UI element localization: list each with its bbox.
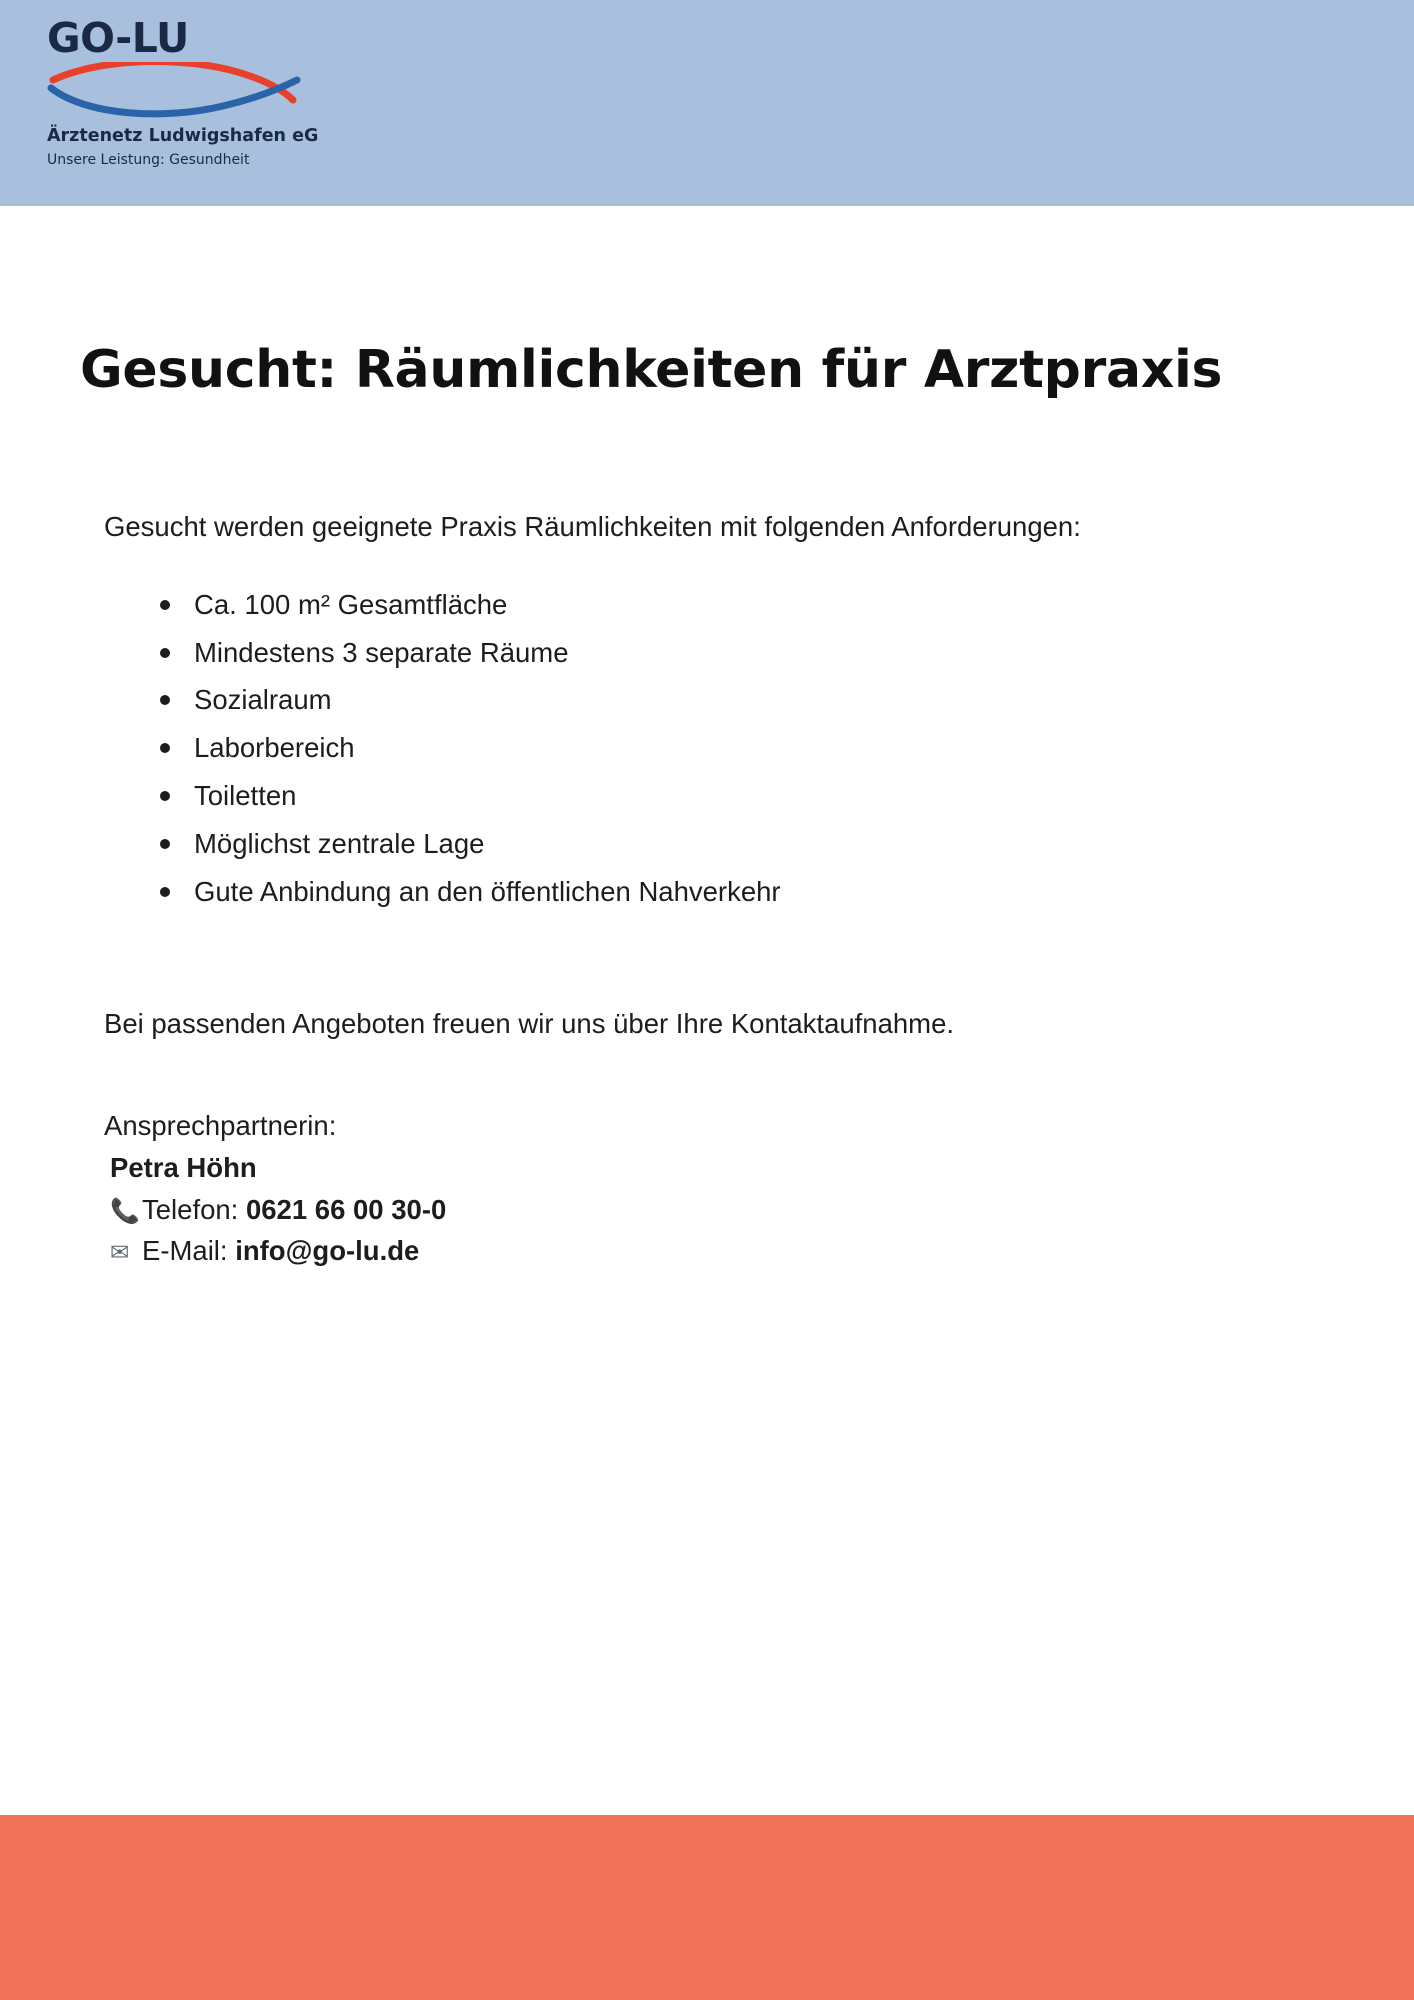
contact-phone-value[interactable]: 0621 66 00 30-0 [245, 1193, 447, 1225]
list-item: Möglichst zentrale Lage [152, 825, 1264, 863]
logo [45, 14, 325, 178]
contact-block [104, 1045, 1264, 1272]
footer-band [0, 1815, 1414, 2000]
document-body [0, 401, 1264, 1272]
contact-email-value[interactable]: info@go-lu.de [235, 1235, 420, 1267]
contact-name: Petra Höhn [110, 1151, 257, 1183]
header-band [0, 0, 1414, 206]
logo-swoosh-graphic [45, 62, 313, 118]
logo-title: GO-LU [47, 14, 189, 62]
telephone-icon: 📞 [110, 1197, 140, 1225]
list-item: Gute Anbindung an den öffentlichen Nahverkehr [152, 873, 1264, 911]
page-title: Gesucht: Räumlichkeiten für Arztpraxis [80, 340, 1223, 400]
list-item: Mindestens 3 separate Räume [152, 634, 1264, 672]
list-item: Toiletten [152, 777, 1264, 815]
logo-subtitle-secondary: Unsere Leistung: Gesundheit [47, 152, 250, 168]
intro-paragraph: Gesucht werden geeignete Praxis Räumlichkeiten mit folgenden Anforderungen: [104, 510, 1081, 542]
contact-phone-line [104, 1189, 1264, 1231]
closing-paragraph: Bei passenden Angeboten freuen wir uns über Ihre Kontaktaufnahme. [104, 1008, 955, 1040]
document-content [0, 206, 1414, 1272]
envelope-icon: ✉ [110, 1239, 130, 1266]
contact-email-line [104, 1230, 1264, 1272]
logo-subtitle-primary: Ärztenetz Ludwigshafen eG [47, 126, 319, 146]
requirements-list [104, 586, 1264, 912]
contact-email-label: E-Mail: [142, 1235, 228, 1267]
list-item: Ca. 100 m² Gesamtfläche [152, 586, 1264, 624]
contact-phone-label: Telefon: [142, 1193, 239, 1225]
contact-label: Ansprechpartnerin: [104, 1109, 337, 1141]
list-item: Laborbereich [152, 729, 1264, 767]
list-item: Sozialraum [152, 681, 1264, 719]
